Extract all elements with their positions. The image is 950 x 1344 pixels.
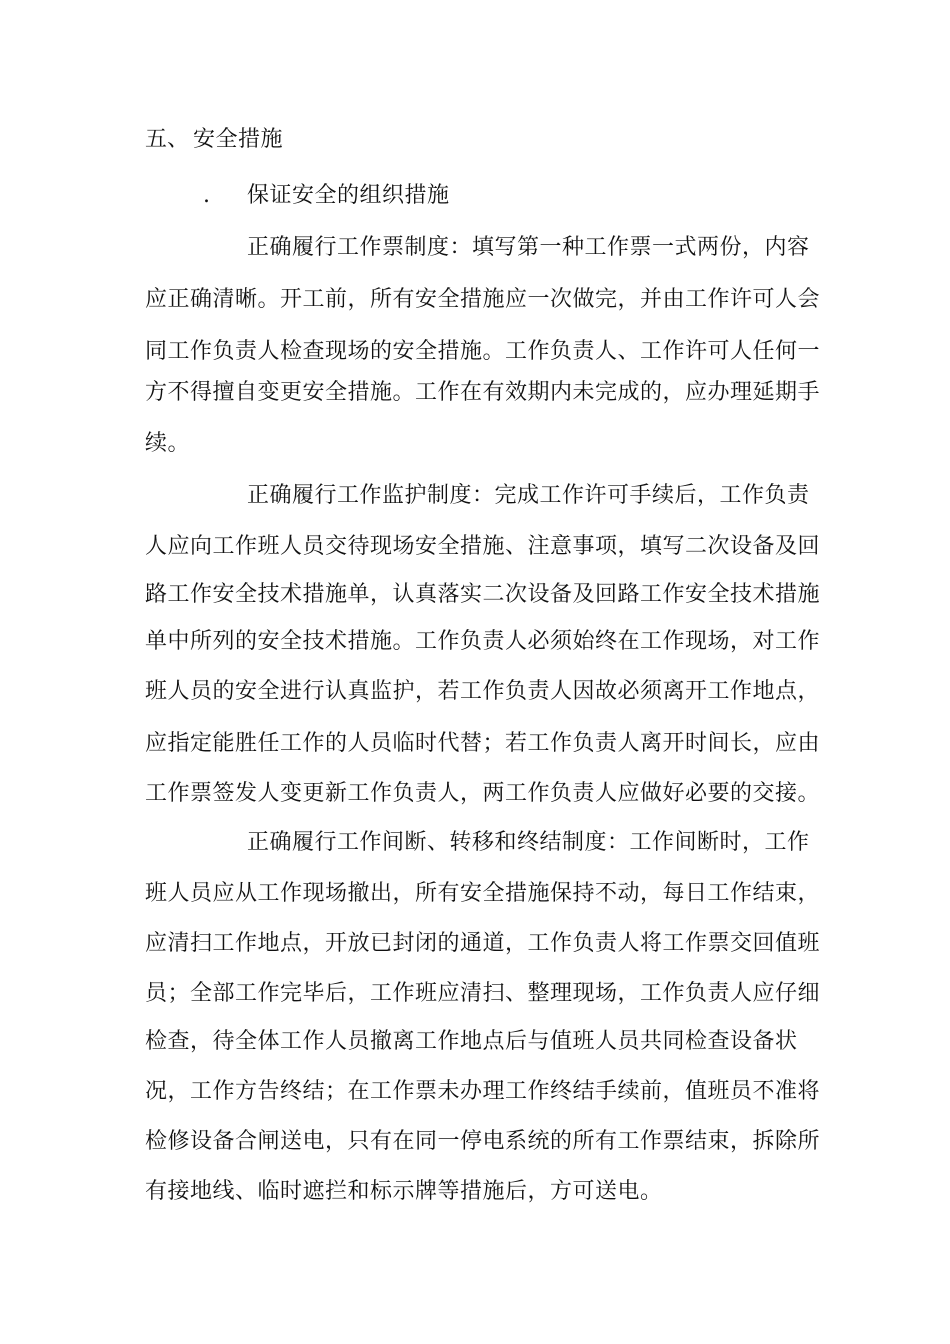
paragraph-line: 工作票签发人变更新工作负责人，两工作负责人应做好必要的交接。 [145,781,821,806]
paragraph-line: 应指定能胜任工作的人员临时代替；若工作负责人离开时间长，应由 [145,731,821,756]
paragraph-line: 路工作安全技术措施单，认真落实二次设备及回路工作安全技术措施 [145,582,821,607]
paragraph-line: 正确履行工作间断、转移和终结制度：工作间断时，工作 [247,830,810,855]
paragraph-line: 人应向工作班人员交待现场安全措施、注意事项，填写二次设备及回 [145,534,821,559]
paragraph-line: 有接地线、临时遮拦和标示牌等措施后，方可送电。 [145,1179,663,1204]
paragraph-line: 检查，待全体工作人员撤离工作地点后与值班人员共同检查设备状 [145,1029,798,1054]
paragraph-line: 况，工作方告终结；在工作票未办理工作终结手续前，值班员不准将 [145,1079,821,1104]
paragraph-line: 检修设备合闸送电，只有在同一停电系统的所有工作票结束，拆除所 [145,1129,821,1154]
subsection-title: 保证安全的组织措施 [247,183,450,208]
paragraph-line: 同工作负责人检查现场的安全措施。工作负责人、工作许可人任何一 [145,339,821,364]
subsection-marker: . [203,183,210,208]
paragraph-line: 单中所列的安全技术措施。工作负责人必须始终在工作现场，对工作 [145,629,821,654]
paragraph-line: 班人员的安全进行认真监护，若工作负责人因故必须离开工作地点， [145,679,821,704]
section-title: 安全措施 [193,127,284,152]
paragraph-line: 续。 [145,431,191,456]
section-number: 五、 [145,127,190,152]
paragraph-line: 正确履行工作监护制度：完成工作许可手续后，工作负责 [247,483,810,508]
paragraph-line: 班人员应从工作现场撤出，所有安全措施保持不动，每日工作结束， [145,881,821,906]
paragraph-line: 应正确清晰。开工前，所有安全措施应一次做完，并由工作许可人会 [145,287,821,312]
paragraph-line: 方不得擅自变更安全措施。工作在有效期内未完成的，应办理延期手 [145,380,821,405]
paragraph-line: 应清扫工作地点，开放已封闭的通道，工作负责人将工作票交回值班 [145,931,821,956]
paragraph-line: 员；全部工作完毕后，工作班应清扫、整理现场，工作负责人应仔细 [145,981,821,1006]
paragraph-line: 正确履行工作票制度：填写第一种工作票一式两份，内容 [247,235,810,260]
